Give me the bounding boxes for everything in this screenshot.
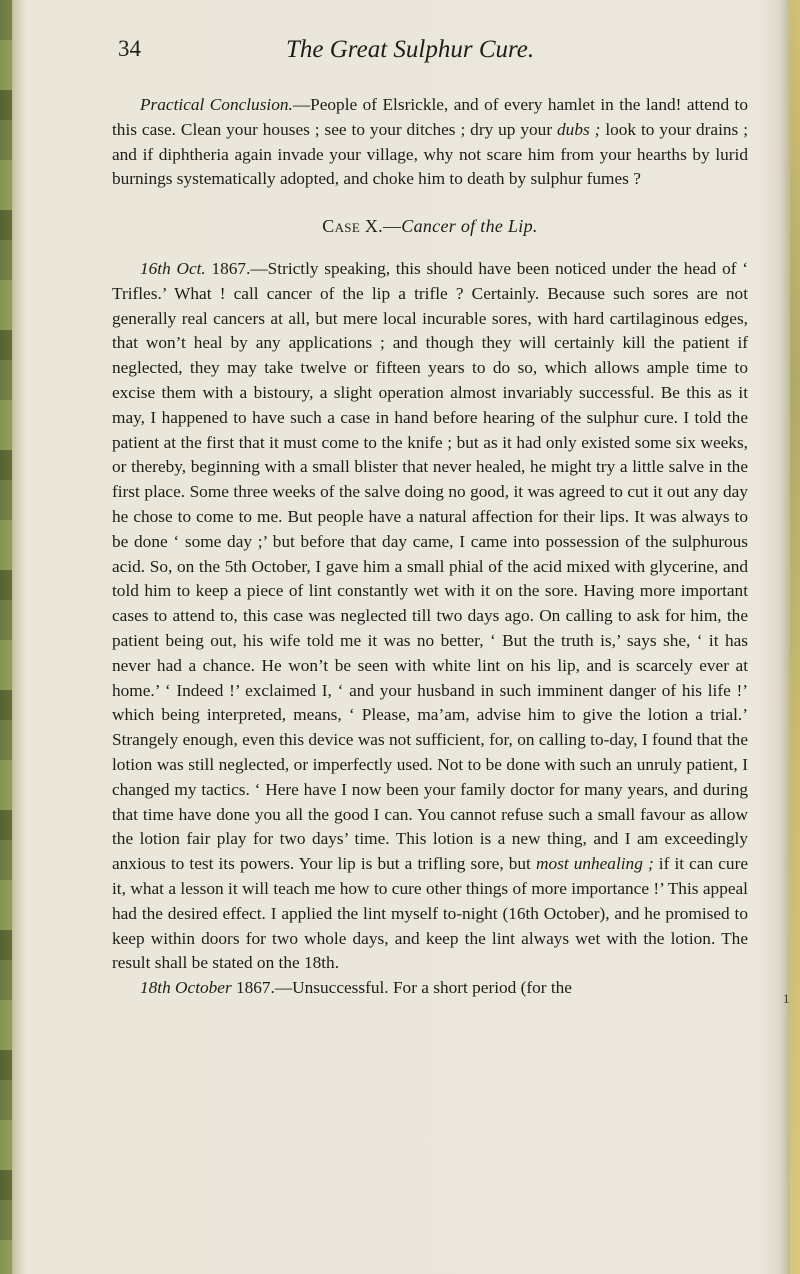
body-text bbox=[112, 93, 748, 1001]
case-label: Case X. bbox=[322, 216, 383, 237]
margin-mark: 1 bbox=[783, 991, 790, 1006]
page-right-edge bbox=[790, 0, 800, 1274]
case-title: Cancer of the Lip. bbox=[401, 216, 538, 237]
page-header bbox=[118, 36, 718, 70]
case-heading: Case X.—Cancer of the Lip. bbox=[322, 216, 538, 237]
paragraph-lead: Practical Conclusion. bbox=[140, 95, 293, 114]
running-title: The Great Sulphur Cure. bbox=[286, 36, 535, 63]
paragraph-entry-18th-oct: 18th October 1867.—Unsuccessful. For a short period (for the bbox=[140, 978, 572, 998]
paragraph-practical-conclusion: Practical Conclusion.—People of Elsrickle, and of every hamlet in the land! attend to this case. Clean your houses ; see to your ditches ; dry up your dubs ; look to your drains ; and if diphtheria again invade your village, why not scare him from your hearths by lurid burnings systematically adopted, and choke him to death by sulphur fumes ? bbox=[112, 95, 749, 189]
entry-date: 16th Oct. bbox=[140, 258, 206, 278]
page-number: 34 bbox=[118, 36, 141, 61]
page-binding-edge bbox=[0, 0, 12, 1274]
entry-date: 18th October bbox=[140, 978, 232, 998]
paragraph-entry-16th-oct: 16th Oct. 1867.—Strictly speaking, this should have been noticed under the head of ‘ Trifles.’ What ! call cancer of the lip a trifle ? Certainly. Because such sores are not generally real cancers at all, but mere local incurable sores, with hard cartilaginous edges, that won’t heal by any applications ; and though they will certainly kill the patient if neglected, they may take twelve or fifteen years to do so, which allows ample time to excise them with a bistoury, a slight operation almost invariably successful. Be this as it may, I happened to have such a case in hand before hearing of the sulphur cure. I told the patient at the first that it must come to the knife ; but as it had only existed some six weeks, or thereby, beginning with a small blister that never healed, he might try a little salve in the first place. Some three weeks of the salve doing no good, it was agreed to cut it out any day he chose to come to me. But people have a natural affection for their lips. It was always to be done ‘ some day ;’ but before that day came, I came into possession of the sulphurous acid. So, on the 5th October, I gave him a small phial of the acid mixed with glycerine, and told him to keep a piece of lint constantly wet with it on the sore. Having more important cases to attend to, this case was neglected till two days ago. On calling to ask for him, the patient being out, his wife told me it was no better, ‘ But the truth is,’ says she, ‘ it has never had a chance. He won’t be seen with white lint on his lip, and is scarcely ever at home.’ ‘ Indeed !’ exclaimed I, ‘ and your husband in such imminent danger of his life !’ which being interpreted, means, ‘ Please, ma’am, advise him to give the lotion a trial.’ Strangely enough, even this device was not sufficient, for, on calling to-day, I found that the lotion was still neglected, or imperfectly used. Not to be done with such an unruly patient, I changed my tactics. ‘ Here have I now been your family doctor for many years, and during that time have done you all the good I can. You cannot refuse such a small favour as allow the lotion fair play for two days’ time. This lotion is a new thing, and I am exceedingly anxious to test its powers. Your lip is but a trifling sore, but most unhealing ; if it can cure it, what a lesson it will teach me how to cure other things of more importance !’ This appeal had the desired effect. I applied the lint myself to-night (16th October), and he promised to keep within doors for two whole days, and keep the lint always wet with the lotion. The result shall be stated on the 18th. bbox=[112, 258, 748, 973]
